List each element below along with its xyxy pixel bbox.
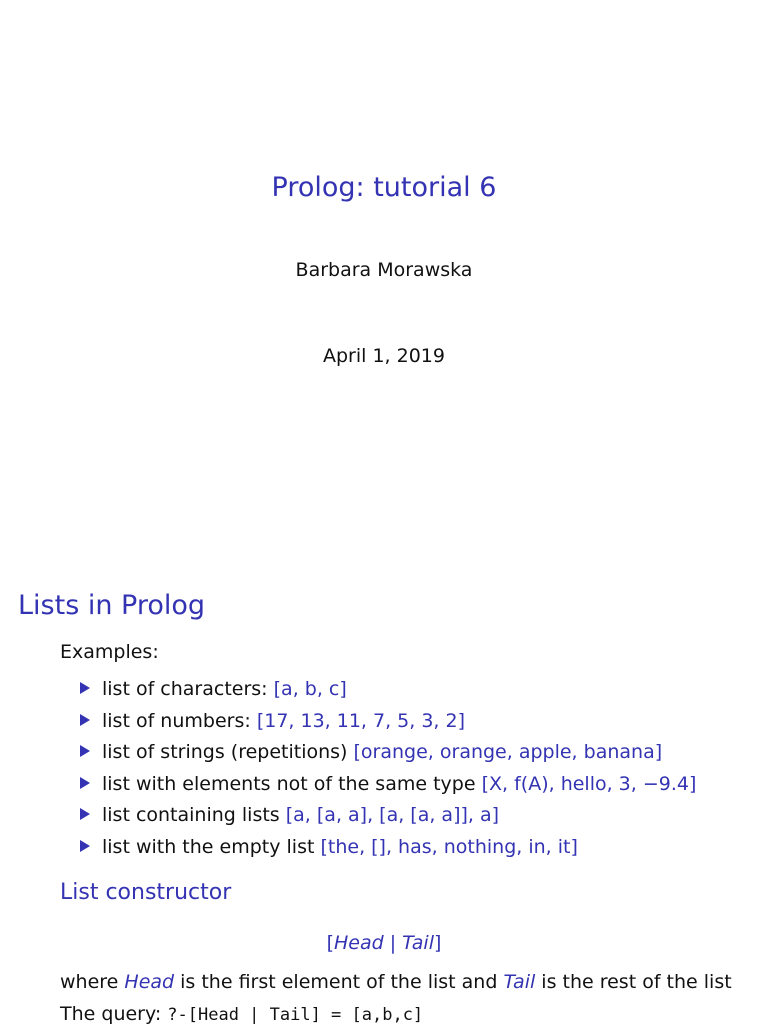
explanation-part: is the first element of the list and (174, 971, 504, 993)
examples-label: Examples: (60, 641, 159, 663)
query-label: The query: (60, 1003, 168, 1024)
explanation-part: is the rest of the list (535, 971, 732, 993)
formula-close-bracket: ] (433, 932, 442, 954)
query-line (60, 1003, 423, 1024)
triangle-bullet-icon (80, 777, 90, 789)
item-math: [a, b, c] (273, 678, 347, 700)
item-math: [the, [], has, nothing, in, it] (320, 835, 578, 858)
item-label: list of numbers: (102, 709, 251, 732)
list-item (78, 834, 696, 866)
triangle-bullet-icon (80, 808, 90, 820)
list-item (78, 676, 696, 708)
item-math: [orange, orange, apple, banana] (353, 741, 663, 764)
triangle-bullet-icon (80, 840, 90, 852)
item-label: list of characters: (102, 678, 268, 700)
explanation-tail: Tail (503, 971, 536, 993)
formula-tail: Tail (402, 932, 434, 954)
query-code: ?-[Head | Tail] = [a,b,c] (167, 1005, 424, 1024)
list-constructor-formula (0, 932, 768, 954)
item-label: list with elements not of the same type (102, 772, 476, 795)
list-item (78, 771, 696, 803)
triangle-bullet-icon (80, 745, 90, 757)
triangle-bullet-icon (80, 682, 90, 694)
list-item (78, 802, 696, 834)
list-item (78, 739, 696, 771)
slide-heading: Lists in Prolog (18, 590, 206, 621)
formula-separator: | (383, 932, 403, 954)
item-label: list with the empty list (102, 835, 315, 858)
examples-list (78, 676, 696, 866)
list-item (78, 708, 696, 740)
explanation-part: where (60, 971, 125, 993)
formula-open-bracket: [ (326, 932, 334, 954)
explanation-head: Head (124, 971, 175, 993)
item-math: [a, [a, a], [a, [a, a]], a] (285, 804, 500, 827)
triangle-bullet-icon (80, 714, 90, 726)
title-slide-heading: Prolog: tutorial 6 (271, 172, 497, 203)
constructor-explanation (60, 971, 732, 993)
author-name: Barbara Morawska (295, 259, 473, 281)
list-constructor-heading: List constructor (60, 880, 232, 905)
item-math: [X, f(A), hello, 3, −9.4] (481, 772, 697, 795)
presentation-date: April 1, 2019 (323, 345, 445, 367)
item-label: list of strings (repetitions) (102, 741, 348, 764)
item-label: list containing lists (102, 804, 280, 827)
formula-head: Head (334, 932, 384, 954)
item-math: [17, 13, 11, 7, 5, 3, 2] (256, 709, 465, 732)
